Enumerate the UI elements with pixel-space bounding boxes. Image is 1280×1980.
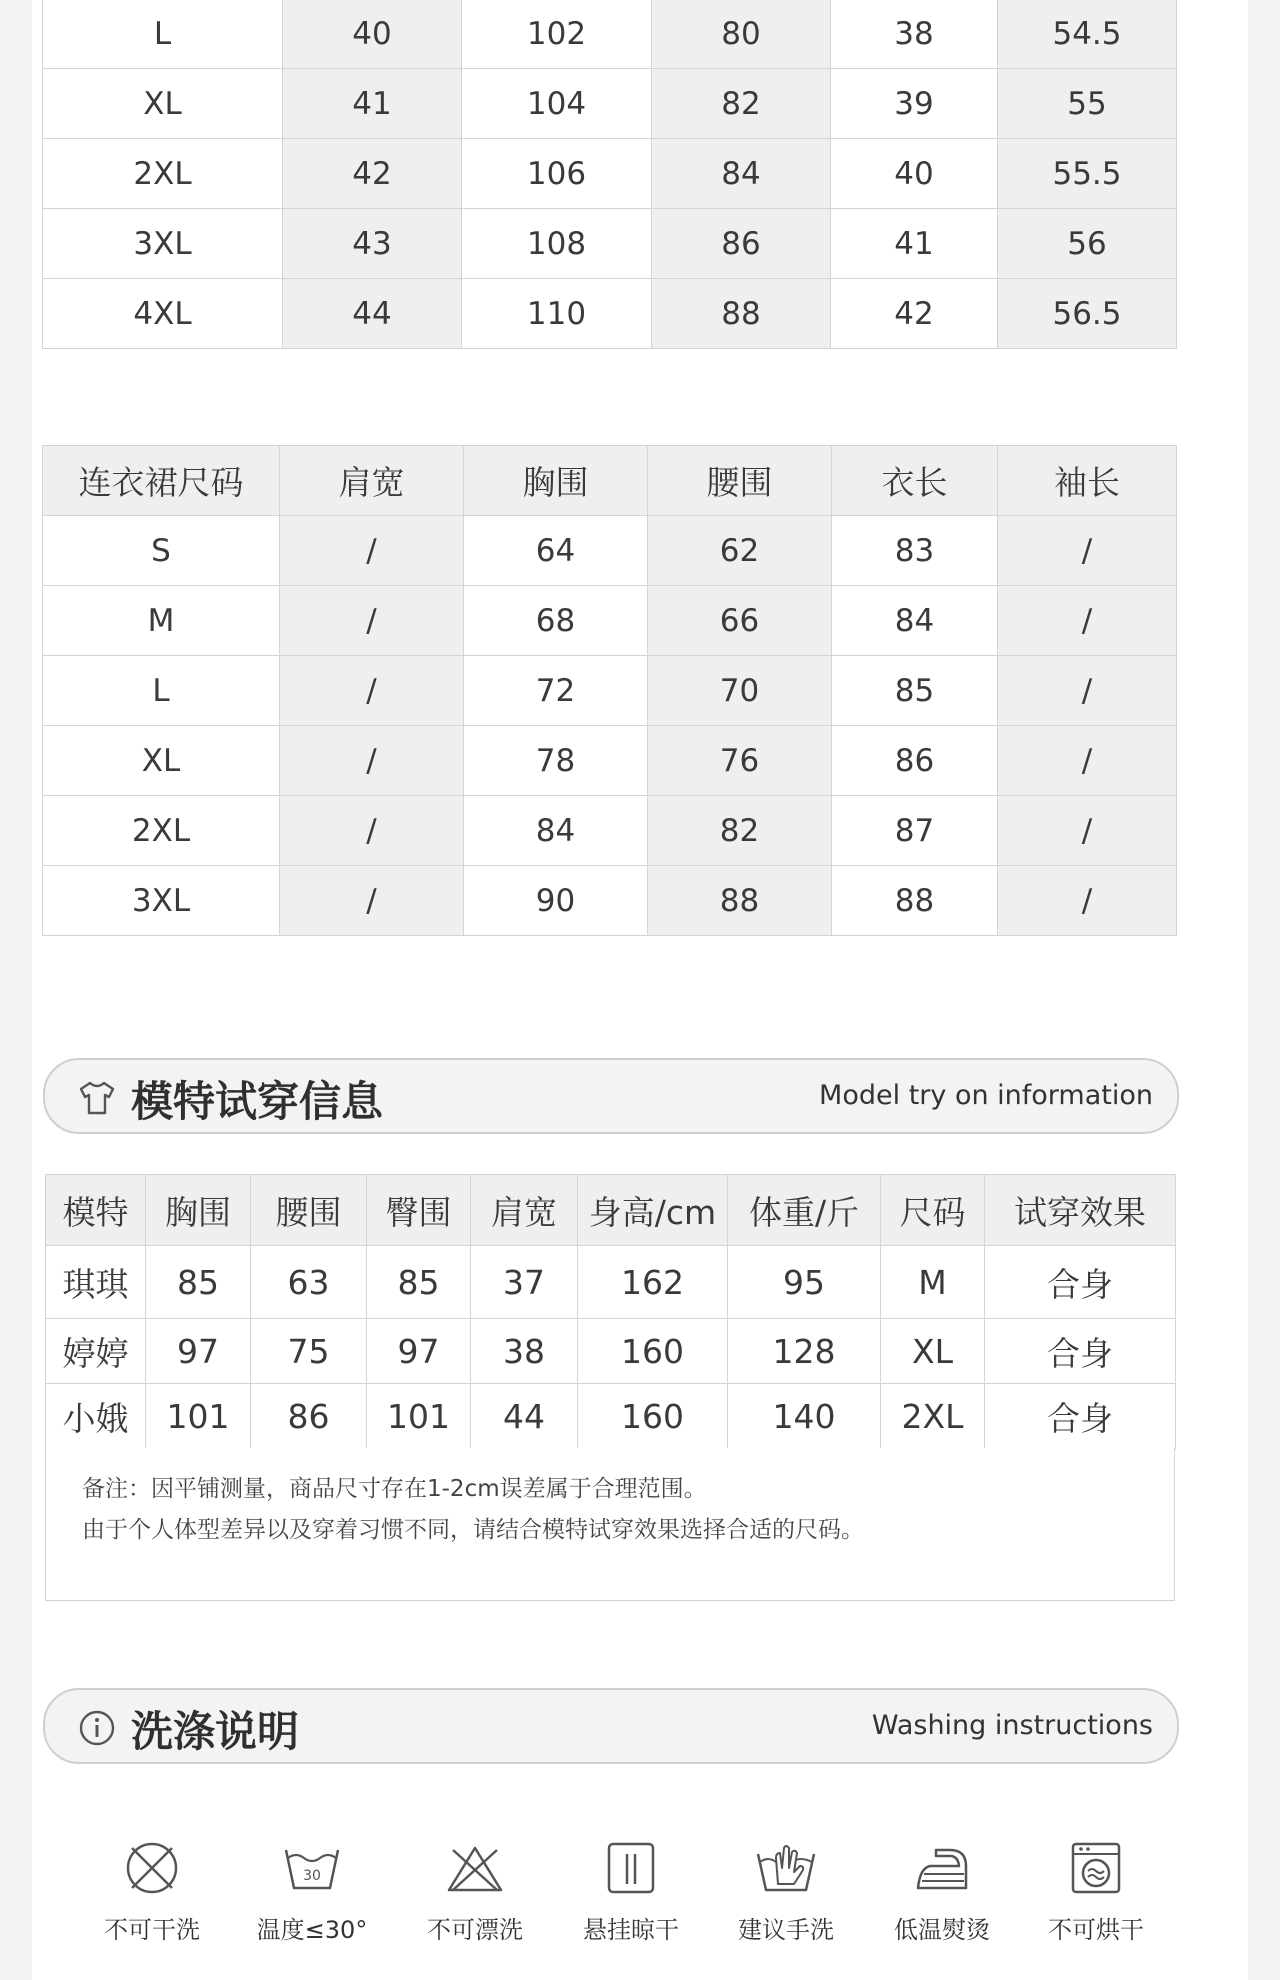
table-cell: / xyxy=(998,656,1177,726)
table-cell: 84 xyxy=(652,139,831,209)
care-item xyxy=(242,1838,382,1945)
table-cell: 102 xyxy=(462,0,652,69)
washing-instructions-banner xyxy=(43,1688,1179,1764)
table-cell: 88 xyxy=(648,866,832,936)
table-cell: 82 xyxy=(648,796,832,866)
table-cell: 85 xyxy=(146,1246,251,1319)
size-cell: 3XL xyxy=(43,209,283,279)
table-cell: 86 xyxy=(251,1384,367,1449)
table-cell: 85 xyxy=(832,656,998,726)
table-cell: 55 xyxy=(998,69,1177,139)
table-cell: 83 xyxy=(832,516,998,586)
tshirt-icon xyxy=(77,1078,117,1118)
table-cell: 56 xyxy=(998,209,1177,279)
table-cell: 合身 xyxy=(985,1384,1176,1449)
table-cell: 40 xyxy=(283,0,462,69)
table-cell: XL xyxy=(881,1319,985,1384)
care-label: 不可漂洗 xyxy=(427,1916,523,1944)
table-cell: 78 xyxy=(464,726,648,796)
table-row xyxy=(46,1246,1176,1319)
table-cell: 41 xyxy=(831,209,998,279)
care-label: 悬挂晾干 xyxy=(583,1916,679,1944)
care-label: 不可烘干 xyxy=(1048,1916,1144,1944)
table-cell: 63 xyxy=(251,1246,367,1319)
no-tumble-dry-icon xyxy=(1064,1838,1128,1898)
table-row xyxy=(43,586,1177,656)
model-name-cell: 小娥 xyxy=(46,1384,146,1449)
size-cell: 2XL xyxy=(43,139,283,209)
model-info-banner xyxy=(43,1058,1179,1134)
table-cell: 80 xyxy=(652,0,831,69)
table-cell: 39 xyxy=(831,69,998,139)
table-cell: 44 xyxy=(283,279,462,349)
table-cell: 64 xyxy=(464,516,648,586)
table-cell: 38 xyxy=(471,1319,578,1384)
table-cell: 38 xyxy=(831,0,998,69)
header-cell: 身高/cm xyxy=(578,1175,728,1246)
header-cell: 袖长 xyxy=(998,446,1177,516)
header-cell: 试穿效果 xyxy=(985,1175,1176,1246)
size-note xyxy=(45,1448,1175,1601)
table-cell: 54.5 xyxy=(998,0,1177,69)
section-title: 洗涤说明 xyxy=(131,1707,300,1756)
header-cell: 腰围 xyxy=(251,1175,367,1246)
table-cell: 160 xyxy=(578,1319,728,1384)
table-cell: 68 xyxy=(464,586,648,656)
care-item xyxy=(716,1838,856,1945)
table-cell: / xyxy=(280,866,464,936)
size-cell: XL xyxy=(43,726,280,796)
care-item xyxy=(405,1838,545,1945)
table-cell: 82 xyxy=(652,69,831,139)
table-cell: 85 xyxy=(367,1246,471,1319)
table-cell: / xyxy=(280,586,464,656)
table-cell: 合身 xyxy=(985,1319,1176,1384)
table-cell: 140 xyxy=(728,1384,881,1449)
table-cell: 101 xyxy=(367,1384,471,1449)
table-row xyxy=(43,796,1177,866)
size-cell: L xyxy=(43,0,283,69)
table-header-row xyxy=(46,1175,1176,1246)
model-try-on-table xyxy=(45,1174,1176,1449)
table-cell: 40 xyxy=(831,139,998,209)
header-cell: 臀围 xyxy=(367,1175,471,1246)
care-item xyxy=(1026,1838,1166,1945)
size-cell: 4XL xyxy=(43,279,283,349)
table-cell: 70 xyxy=(648,656,832,726)
table-cell: 97 xyxy=(367,1319,471,1384)
table-cell: / xyxy=(280,726,464,796)
hand-wash-icon xyxy=(754,1838,818,1898)
table-cell: 72 xyxy=(464,656,648,726)
table-row xyxy=(43,516,1177,586)
header-cell: 体重/斤 xyxy=(728,1175,881,1246)
table-cell: / xyxy=(280,656,464,726)
wash-temperature-badge: 30 xyxy=(303,1868,321,1884)
care-label: 不可干洗 xyxy=(104,1916,200,1944)
table-cell: M xyxy=(881,1246,985,1319)
table-cell: 104 xyxy=(462,69,652,139)
no-dry-clean-icon xyxy=(120,1838,184,1898)
section-subtitle: Washing instructions xyxy=(871,1710,1153,1741)
table-cell: 86 xyxy=(652,209,831,279)
low-iron-icon xyxy=(910,1838,974,1898)
size-table-top xyxy=(42,0,1177,349)
info-icon xyxy=(77,1708,117,1748)
size-cell: 2XL xyxy=(43,796,280,866)
table-cell: 42 xyxy=(283,139,462,209)
table-cell: 2XL xyxy=(881,1384,985,1449)
table-cell: 55.5 xyxy=(998,139,1177,209)
table-cell: 76 xyxy=(648,726,832,796)
model-name-cell: 婷婷 xyxy=(46,1319,146,1384)
table-cell: 108 xyxy=(462,209,652,279)
header-cell: 模特 xyxy=(46,1175,146,1246)
table-row xyxy=(43,656,1177,726)
table-cell: 162 xyxy=(578,1246,728,1319)
care-item xyxy=(561,1838,701,1945)
table-row xyxy=(46,1384,1176,1449)
size-cell: S xyxy=(43,516,280,586)
table-row xyxy=(43,726,1177,796)
table-cell: 44 xyxy=(471,1384,578,1449)
size-cell: XL xyxy=(43,69,283,139)
table-cell: / xyxy=(998,866,1177,936)
header-cell: 尺码 xyxy=(881,1175,985,1246)
care-item xyxy=(82,1838,222,1945)
care-label: 低温熨烫 xyxy=(894,1916,990,1944)
table-cell: 90 xyxy=(464,866,648,936)
table-cell: / xyxy=(998,586,1177,656)
table-cell: 41 xyxy=(283,69,462,139)
table-header-row xyxy=(43,446,1177,516)
note-line: 由于个人体型差异以及穿着习惯不同，请结合模特试穿效果选择合适的尺码。 xyxy=(82,1517,864,1543)
header-cell: 胸围 xyxy=(464,446,648,516)
table-cell: 62 xyxy=(648,516,832,586)
table-cell: 87 xyxy=(832,796,998,866)
table-row xyxy=(43,139,1177,209)
model-name-cell: 琪琪 xyxy=(46,1246,146,1319)
table-cell: / xyxy=(280,516,464,586)
table-cell: 160 xyxy=(578,1384,728,1449)
care-item xyxy=(872,1838,1012,1945)
table-cell: 84 xyxy=(464,796,648,866)
table-cell: 56.5 xyxy=(998,279,1177,349)
table-row xyxy=(43,69,1177,139)
dress-size-table xyxy=(42,445,1177,936)
table-cell: 110 xyxy=(462,279,652,349)
table-cell: 97 xyxy=(146,1319,251,1384)
table-row xyxy=(46,1319,1176,1384)
size-cell: M xyxy=(43,586,280,656)
table-cell: / xyxy=(280,796,464,866)
header-cell: 衣长 xyxy=(832,446,998,516)
table-cell: 88 xyxy=(832,866,998,936)
table-cell: 95 xyxy=(728,1246,881,1319)
header-cell: 腰围 xyxy=(648,446,832,516)
table-cell: / xyxy=(998,726,1177,796)
table-cell: / xyxy=(998,796,1177,866)
care-label: 建议手洗 xyxy=(738,1916,834,1944)
no-bleach-icon xyxy=(443,1838,507,1898)
header-cell: 连衣裙尺码 xyxy=(43,446,280,516)
table-cell: 86 xyxy=(832,726,998,796)
table-row xyxy=(43,209,1177,279)
table-cell: 37 xyxy=(471,1246,578,1319)
table-cell: 128 xyxy=(728,1319,881,1384)
table-cell: 合身 xyxy=(985,1246,1176,1319)
size-cell: L xyxy=(43,656,280,726)
table-cell: / xyxy=(998,516,1177,586)
table-cell: 84 xyxy=(832,586,998,656)
care-label: 温度≤30° xyxy=(256,1916,368,1944)
header-cell: 胸围 xyxy=(146,1175,251,1246)
section-title: 模特试穿信息 xyxy=(131,1077,384,1126)
note-line: 备注：因平铺测量，商品尺寸存在1-2cm误差属于合理范围。 xyxy=(82,1476,707,1502)
table-cell: 42 xyxy=(831,279,998,349)
table-row xyxy=(43,0,1177,69)
table-cell: 43 xyxy=(283,209,462,279)
table-cell: 106 xyxy=(462,139,652,209)
table-cell: 88 xyxy=(652,279,831,349)
table-row xyxy=(43,279,1177,349)
section-subtitle: Model try on information xyxy=(819,1080,1153,1111)
line-dry-icon xyxy=(599,1838,663,1898)
table-row xyxy=(43,866,1177,936)
size-cell: 3XL xyxy=(43,866,280,936)
table-cell: 75 xyxy=(251,1319,367,1384)
wash-30-icon xyxy=(280,1838,344,1898)
header-cell: 肩宽 xyxy=(471,1175,578,1246)
table-cell: 66 xyxy=(648,586,832,656)
table-cell: 101 xyxy=(146,1384,251,1449)
header-cell: 肩宽 xyxy=(280,446,464,516)
